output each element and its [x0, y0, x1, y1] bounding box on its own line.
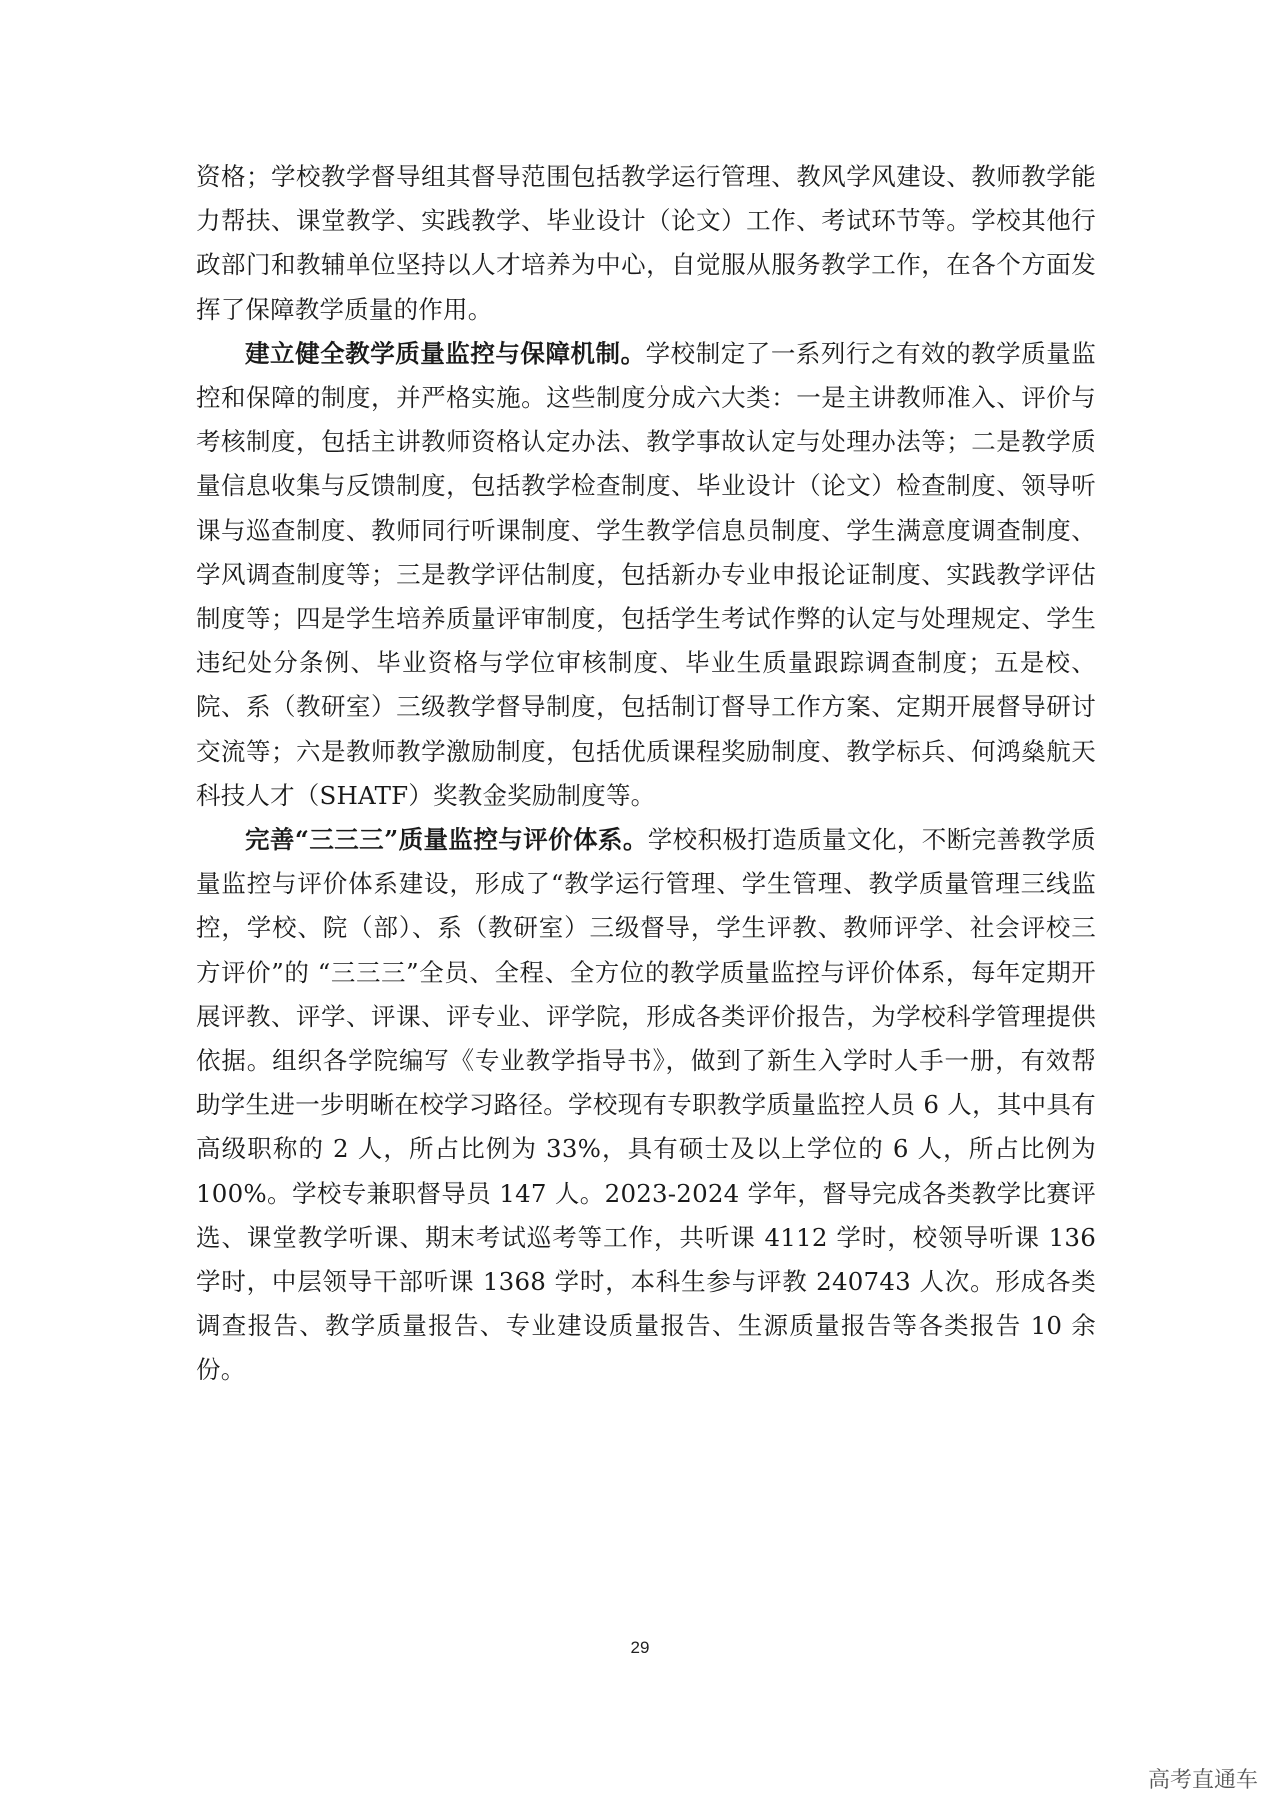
paragraph-lead-heading: 建立健全教学质量监控与保障机制。 [245, 338, 646, 368]
paragraph-text: 资格；学校教学督导组其督导范围包括教学运行管理、教风学风建设、教师教学能力帮扶、课堂教学、实践教学、毕业设计（论文）工作、考试环节等。学校其他行政部门和教辅单位坚持以人才培养为中心，自觉服从服务教学工作，在各个方面发挥了保障教学质量的作用。 [196, 162, 1096, 324]
page-number: 29 [630, 1638, 650, 1657]
paragraph-text: 学校积极打造质量文化，不断完善教学质量监控与评价体系建设，形成了“教学运行管理、学生管理、教学质量管理三线监控，学校、院（部）、系（教研室）三级督导，学生评教、教师评学、社会评校三方评价”的 “三三三”全员、全程、全方位的教学质量监控与评价体系，每年定期开展评教、评学、评课、评专业、评学院，形成各类评价报告，为学校科学管理提供依据。组织各学院编写《专业教学指导书》，做到了新生入学时人手一册，有效帮助学生进一步明晰在校学习路径。学校现有专职教学质量监控人员 6 人，其中具有高级职称的 2 人，所占比例为 33%，具有硕士及以上学位的 6 人，所占比例为 100%。学校专兼职督导员 147 人。2023-2024 学年，督导完成各类教学比赛评选、课堂教学听课、期末考试巡考等工作，共听课 4112 学时，校领导听课 136 学时，中层领导干部听课 1368 学时，本科生参与评教 240743 人次。形成各类调查报告、教学质量报告、专业建设质量报告、生源质量报告等各类报告 10 余份。 [196, 825, 1096, 1385]
paragraph-text: 学校制定了一系列行之有效的教学质量监控和保障的制度，并严格实施。这些制度分成六大类：一是主讲教师准入、评价与考核制度，包括主讲教师资格认定办法、教学事故认定与处理办法等；二是教学质量信息收集与反馈制度，包括教学检查制度、毕业设计（论文）检查制度、领导听课与巡查制度、教师同行听课制度、学生教学信息员制度、学生满意度调查制度、学风调查制度等；三是教学评估制度，包括新办专业申报论证制度、实践教学评估制度等；四是学生培养质量评审制度，包括学生考试作弊的认定与处理规定、学生违纪处分条例、毕业资格与学位审核制度、毕业生质量跟踪调查制度；五是校、院、系（教研室）三级教学督导制度，包括制订督导工作方案、定期开展督导研讨交流等；六是教师教学激励制度，包括优质课程奖励制度、教学标兵、何鸿燊航天科技人才（SHATF）奖教金奖励制度等。 [196, 338, 1096, 810]
watermark: 高考直通车 [1147, 1768, 1258, 1793]
paragraph-quality-mechanism [196, 332, 1096, 818]
paragraph-lead-heading: 完善“三三三”质量监控与评价体系。 [245, 825, 648, 855]
paragraph-evaluation-system [196, 818, 1096, 1393]
document-body [196, 155, 1096, 1393]
paragraph-continuation [196, 155, 1096, 332]
